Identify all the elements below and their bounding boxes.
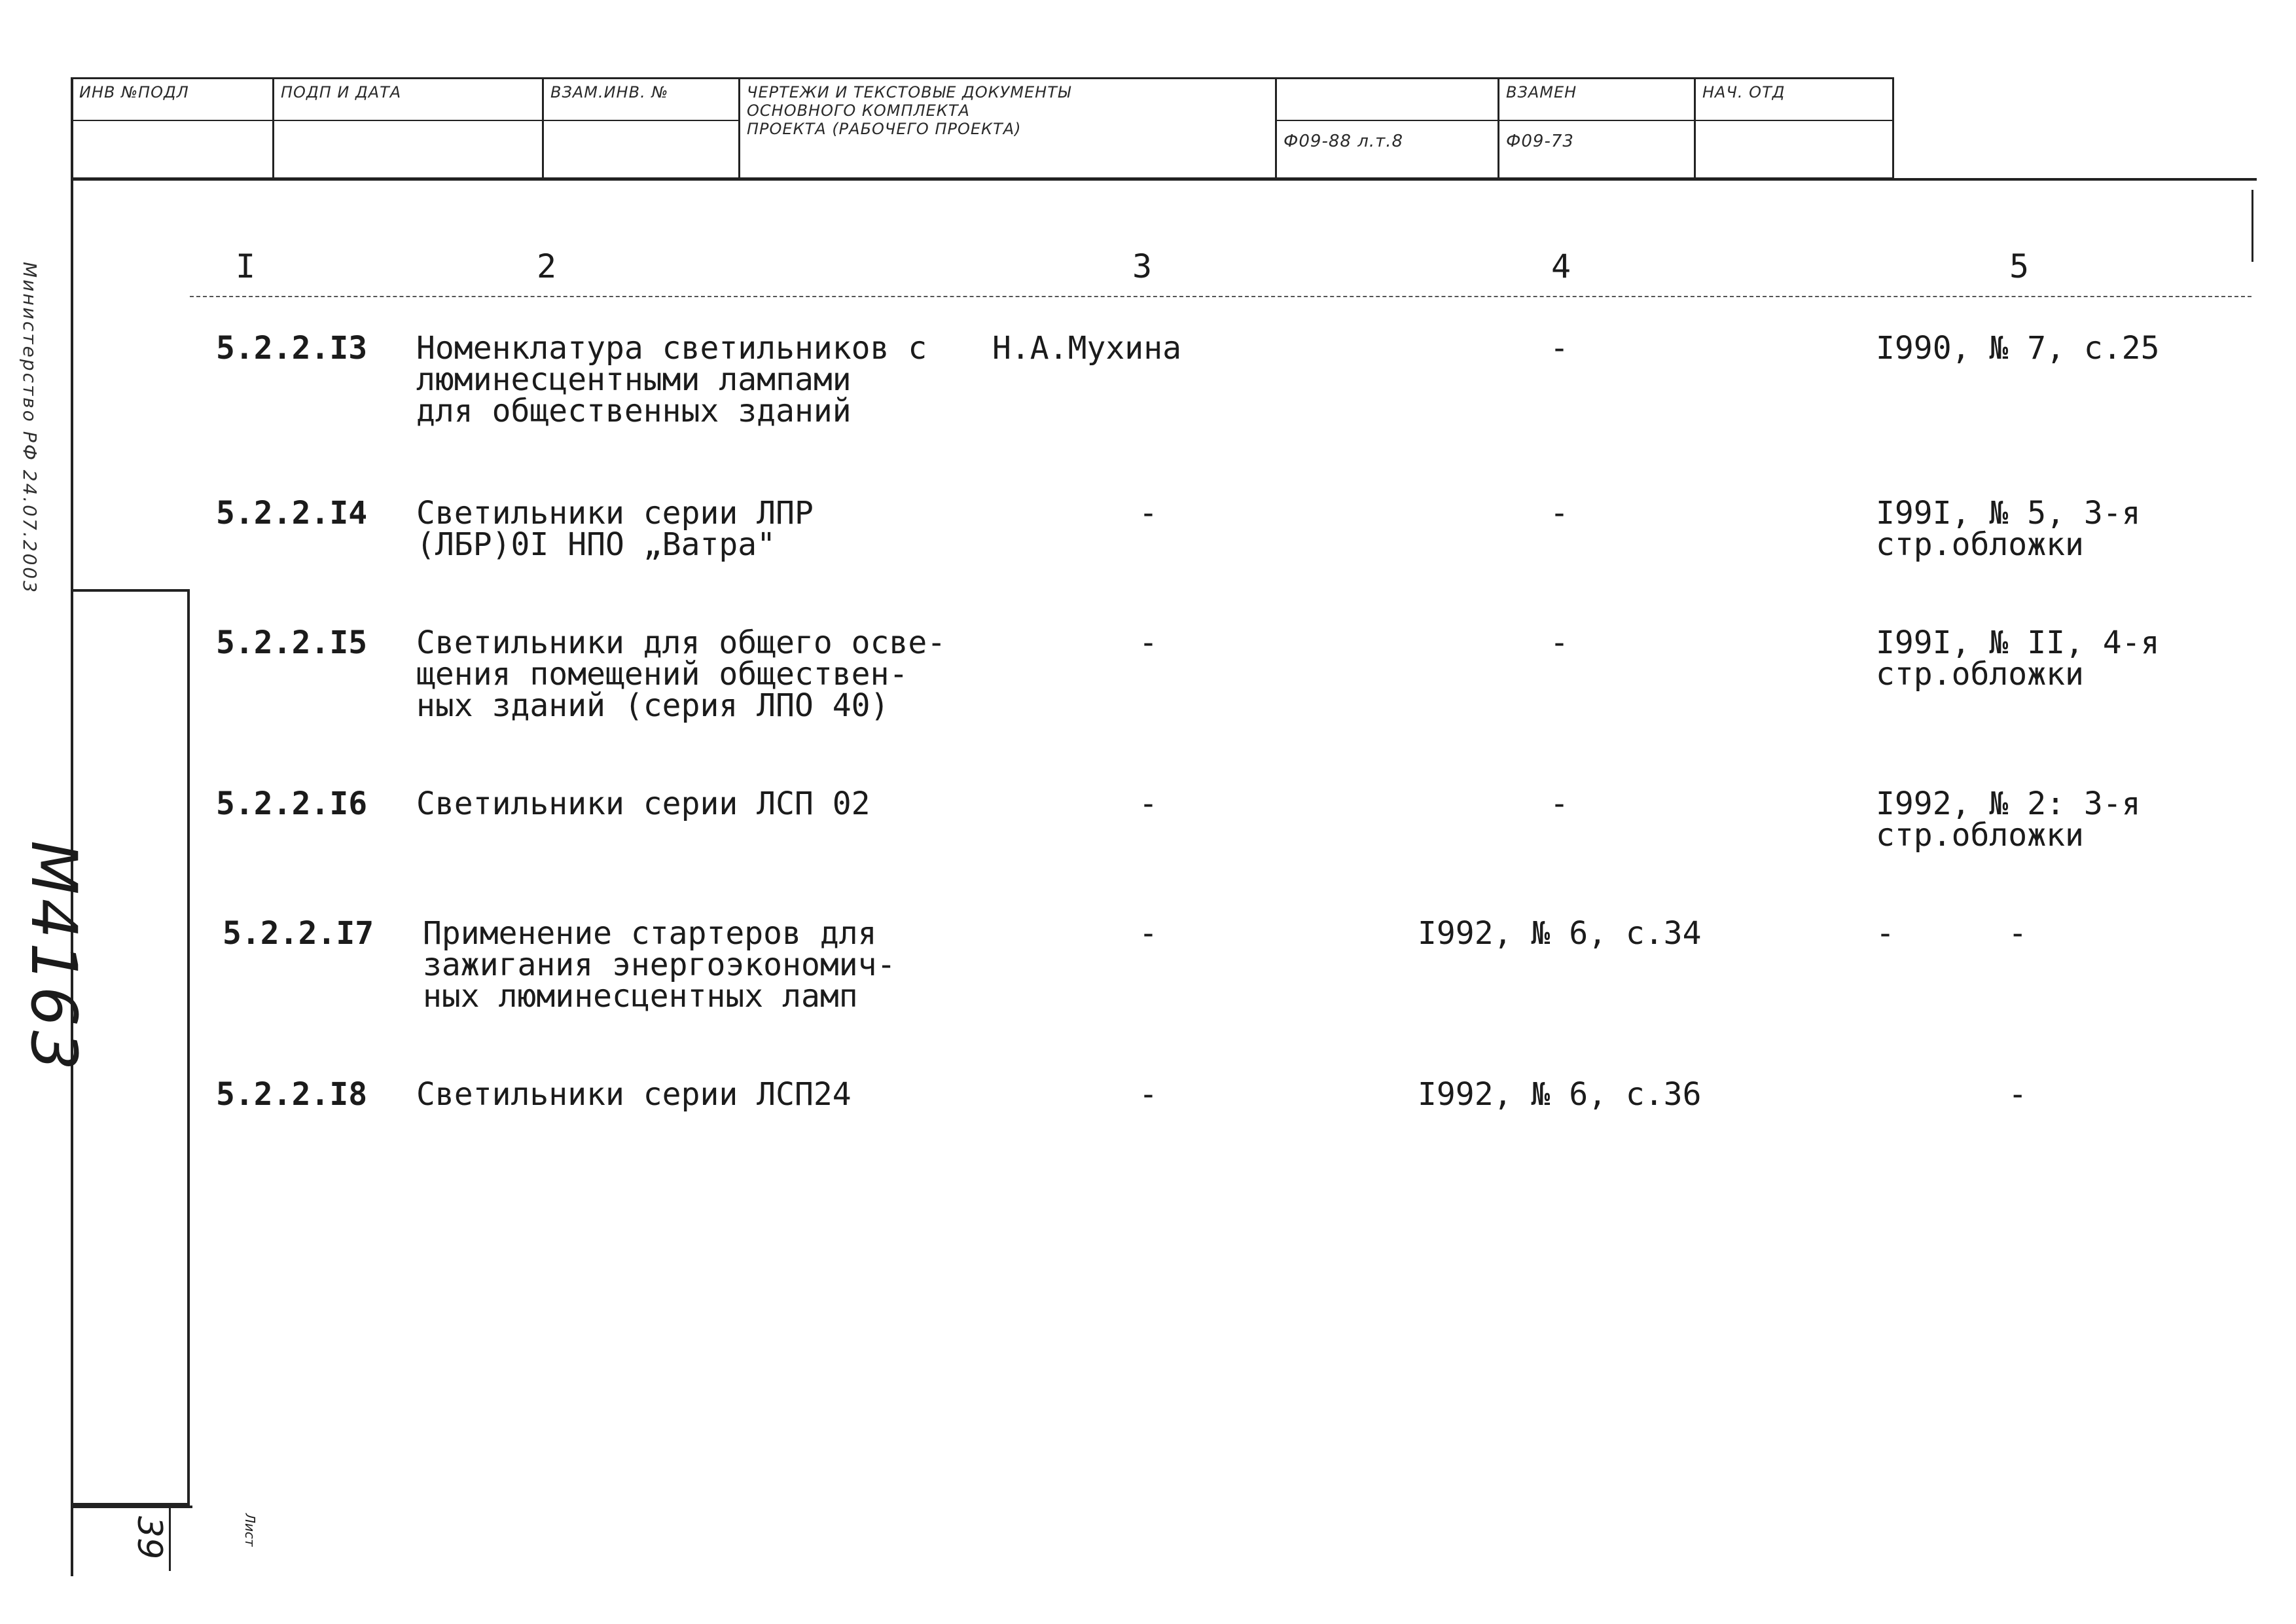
- document-code: М4163: [17, 840, 90, 1075]
- stamp-doc-title-line: ЧЕРТЕЖИ И ТЕКСТОВЫЕ ДОКУМЕНТЫ: [747, 83, 1071, 101]
- row-code: 5.2.2.I5: [216, 624, 368, 661]
- side-margin-box: [17, 589, 190, 1506]
- stamp-vzamen-value: Ф09-73: [1506, 132, 1574, 151]
- row-col4: -: [1550, 624, 1569, 661]
- row-title: Применение стартеров для зажигания энергоэкономич- ных люминесцентных ламп: [423, 915, 896, 1015]
- column-number-1: I: [236, 247, 256, 285]
- stamp-vzam-cell: [544, 79, 740, 177]
- row-col5: I992, № 2: 3-я стр.обложки: [1876, 785, 2141, 854]
- stamp-divider: [1277, 120, 1892, 121]
- column-number-3: 3: [1132, 247, 1153, 285]
- row-col4: I992, № 6, с.36: [1418, 1076, 1702, 1113]
- sheet-number: 39: [130, 1516, 169, 1560]
- stamp-vzamen-cell: [1499, 79, 1696, 177]
- row-author: Н.А.Мухина: [992, 330, 1181, 367]
- row-col5: I990, № 7, с.25: [1876, 330, 2160, 367]
- sheet-number-box: [71, 1506, 258, 1571]
- stamp-sign-label: ПОДП И ДАТА: [281, 83, 402, 101]
- stamp-doc-title-line: ПРОЕКТА (РАБОЧЕГО ПРОЕКТА): [747, 120, 1022, 138]
- column-header-rule: [190, 296, 2251, 297]
- row-code: 5.2.2.I6: [216, 785, 368, 822]
- row-code: 5.2.2.I8: [216, 1076, 368, 1113]
- row-col4: I992, № 6, с.34: [1418, 915, 1702, 952]
- stamp-form-value: Ф09-88 л.т.8: [1283, 132, 1404, 151]
- row-title: Светильники серии ЛСП 02: [416, 785, 870, 822]
- stamp-nach-cell: [1696, 79, 1892, 177]
- stamp-divider: [73, 120, 740, 121]
- sheet-divider: [169, 1506, 171, 1571]
- stamp-sign-cell: [274, 79, 544, 177]
- row-col4: -: [1550, 330, 1569, 367]
- row-title: Светильники серии ЛСП24: [416, 1076, 852, 1113]
- side-note: Министерство РФ 24.07.2003: [19, 262, 41, 595]
- row-code: 5.2.2.I3: [216, 330, 368, 367]
- row-col4: -: [1550, 785, 1569, 822]
- stamp-doc-title-cell: [740, 79, 1277, 177]
- row-col5: I99I, № 5, 3-я стр.обложки: [1876, 495, 2141, 563]
- frame-right-line: [2251, 190, 2253, 262]
- column-number-5: 5: [2009, 247, 2030, 285]
- row-author: -: [1139, 495, 1158, 532]
- row-code: 5.2.2.I4: [216, 495, 368, 532]
- stamp-doc-title-line: ОСНОВНОГО КОМПЛЕКТА: [747, 101, 970, 120]
- column-number-4: 4: [1551, 247, 1571, 285]
- stamp-vzam-label: ВЗАМ.ИНВ. №: [550, 83, 669, 101]
- stamp-form-cell: [1277, 79, 1499, 177]
- row-author: -: [1139, 785, 1158, 822]
- column-number-2: 2: [537, 247, 557, 285]
- row-col5: -: [1876, 1076, 2028, 1113]
- row-col5: - -: [1876, 915, 2028, 952]
- stamp-inv-label: ИНВ №ПОДЛ: [79, 83, 189, 101]
- row-author: -: [1139, 624, 1158, 661]
- row-col5: I99I, № II, 4-я стр.обложки: [1876, 624, 2160, 693]
- title-stamp: [71, 77, 1894, 179]
- sheet-label: Лист: [242, 1513, 258, 1547]
- row-col4: -: [1550, 495, 1569, 532]
- row-title: Светильники для общего осве- щения помещений обществен- ных зданий (серия ЛПО 40): [416, 624, 946, 724]
- frame-top-line: [71, 178, 2257, 181]
- row-title: Светильники серии ЛПР (ЛБР)0I НПО „Ватра": [416, 495, 814, 563]
- row-title: Номенклатура светильников с люминесцентными лампами для общественных зданий: [416, 330, 927, 429]
- stamp-nach-label: НАЧ. ОТД: [1702, 83, 1785, 101]
- stamp-vzamen-label: ВЗАМЕН: [1506, 83, 1577, 101]
- row-author: -: [1139, 1076, 1158, 1113]
- row-author: -: [1139, 915, 1158, 952]
- row-code: 5.2.2.I7: [223, 915, 374, 952]
- stamp-inv-cell: [73, 79, 274, 177]
